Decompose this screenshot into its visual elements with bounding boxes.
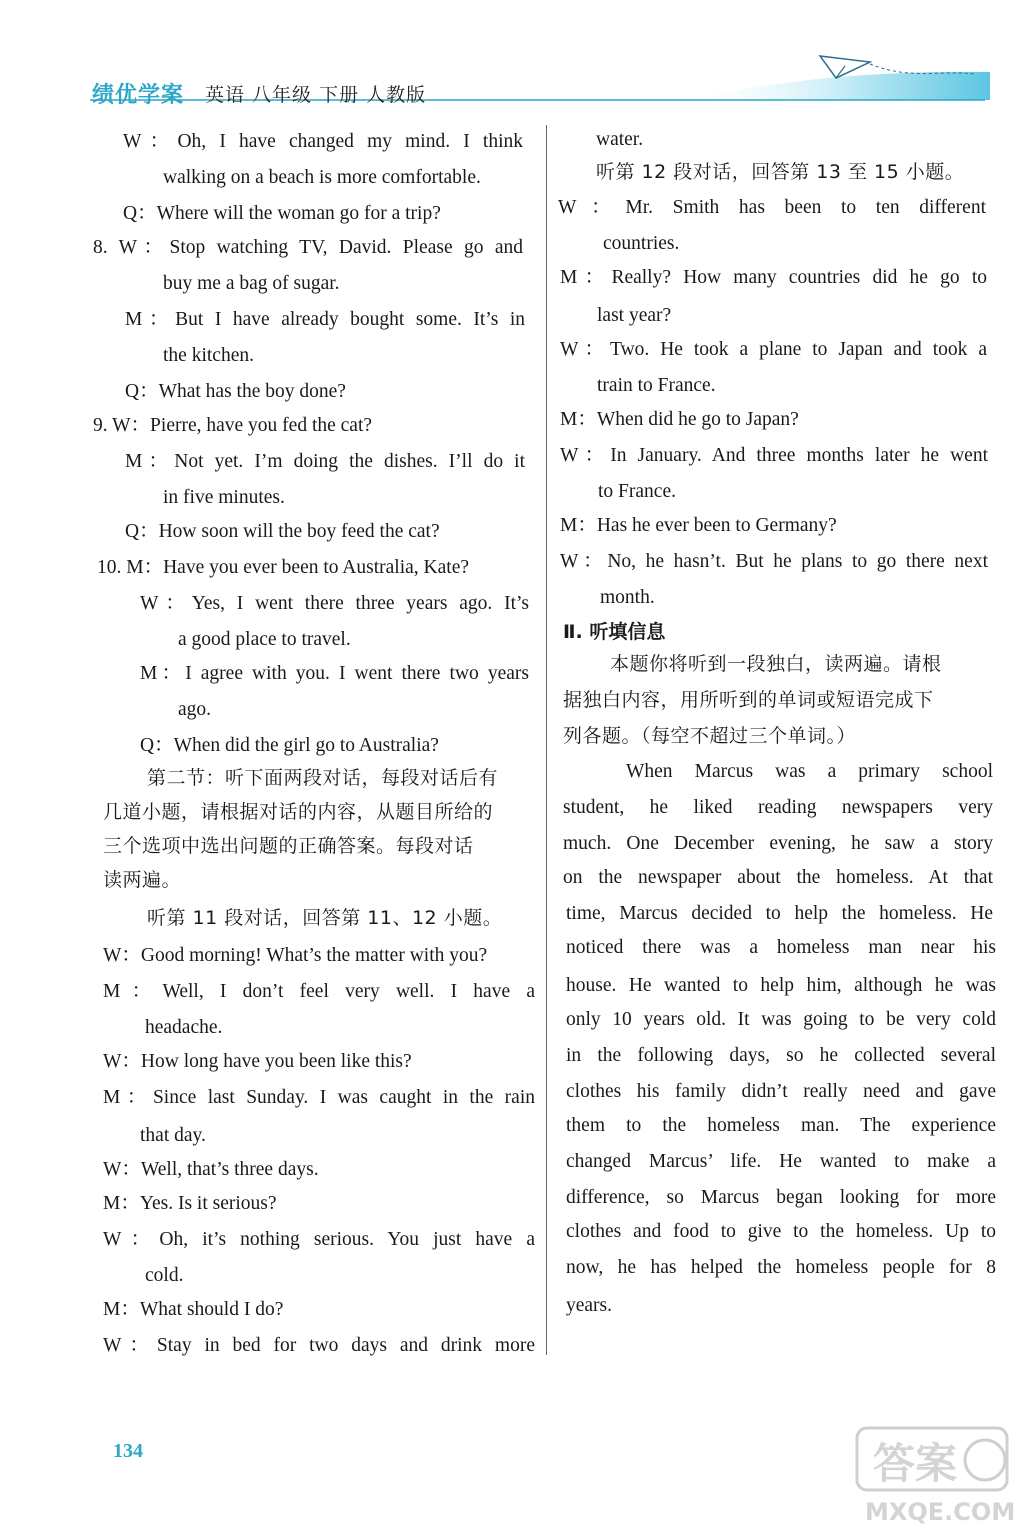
left-text-line: M：Since last Sunday. I was caught in the rain — [103, 1087, 535, 1108]
left-text-line: Q：Where will the woman go for a trip? — [123, 203, 441, 224]
right-text-line: now, he has helped the homeless people for 8 — [566, 1257, 996, 1278]
watermark-logo — [855, 1420, 1015, 1530]
right-text-line: clothes and food to give to the homeless. Up to — [566, 1221, 996, 1242]
right-text-line: noticed there was a homeless man near his — [566, 937, 996, 958]
right-text-line: only 10 years old. It was going to be very cold — [566, 1009, 996, 1030]
right-text-line: changed Marcus’ life. He wanted to make a — [566, 1151, 996, 1172]
right-text-line: 本题你将听到一段独白，读两遍。请根 — [610, 653, 942, 675]
left-text-line: 9. W：Pierre, have you fed the cat? — [93, 415, 373, 436]
left-text-line: W：Oh, it’s nothing serious. You just have a — [103, 1229, 535, 1250]
right-text-line: to France. — [598, 481, 676, 502]
brand-logo: 绩优学案 — [92, 83, 185, 108]
right-text-line: W：Mr. Smith has been to ten different — [558, 197, 986, 218]
right-text-line: M：Has he ever been to Germany? — [560, 515, 837, 536]
left-text-line: M：What should I do? — [103, 1299, 284, 1320]
svg-text:答案: 答案 — [873, 1439, 958, 1488]
left-text-line: M：I agree with you. I went there two years — [140, 663, 529, 684]
left-text-line: that day. — [140, 1125, 206, 1146]
right-text-line: clothes his family didn’t really need and gave — [566, 1081, 996, 1102]
left-text-line: 8. W：Stop watching TV, David. Please go and — [93, 237, 523, 258]
left-text-line: 10. M：Have you ever been to Australia, Kate? — [97, 557, 470, 578]
left-text-line: W：Oh, I have changed my mind. I think — [123, 131, 523, 152]
left-text-line: ago. — [178, 699, 212, 720]
page-number: 134 — [113, 1440, 143, 1462]
right-text-line: time, Marcus decided to help the homeless. He — [566, 903, 993, 924]
right-text-line: month. — [600, 587, 655, 608]
right-text-line: W：Two. He took a plane to Japan and took a — [560, 339, 987, 360]
right-text-line: water. — [596, 129, 644, 150]
right-text-line: Ⅱ. 听填信息 — [563, 621, 666, 643]
left-text-line: M：Yes. Is it serious? — [103, 1193, 277, 1214]
left-text-line: M：Well, I don’t feel very well. I have a — [103, 981, 535, 1002]
svg-text:MXQE.COM: MXQE.COM — [865, 1498, 1015, 1526]
right-text-line: years. — [566, 1295, 613, 1316]
left-text-line: the kitchen. — [163, 345, 254, 366]
left-text-line: W：Yes, I went there three years ago. It’s — [140, 593, 529, 614]
left-text-line: W：Good morning! What’s the matter with you? — [103, 945, 488, 966]
right-text-line: 听第 12 段对话，回答第 13 至 15 小题。 — [596, 161, 965, 183]
left-text-line: 听第 11 段对话，回答第 11、12 小题。 — [147, 907, 503, 929]
left-text-line: W：Well, that’s three days. — [103, 1159, 319, 1180]
left-text-line: Q：What has the boy done? — [125, 381, 346, 402]
left-text-line: 第二节：听下面两段对话，每段对话后有 — [147, 767, 499, 789]
right-text-line: house. He wanted to help him, although he was — [566, 975, 996, 996]
right-text-line: 据独白内容，用所听到的单词或短语完成下 — [563, 689, 934, 711]
left-text-line: a good place to travel. — [178, 629, 351, 650]
left-text-line: W：How long have you been like this? — [103, 1051, 412, 1072]
left-text-line: M：Not yet. I’m doing the dishes. I’ll do it — [125, 451, 525, 472]
right-text-line: M：Really? How many countries did he go to — [560, 267, 987, 288]
left-text-line: W：Stay in bed for two days and drink more — [103, 1335, 535, 1356]
right-text-line: difference, so Marcus began looking for more — [566, 1187, 996, 1208]
right-text-line: much. One December evening, he saw a story — [563, 833, 993, 854]
right-text-line: When Marcus was a primary school — [626, 761, 993, 782]
left-text-line: buy me a bag of sugar. — [163, 273, 340, 294]
right-text-line: in the following days, so he collected several — [566, 1045, 996, 1066]
page-header — [0, 0, 1027, 110]
right-text-line: 列各题。（每空不超过三个单词。） — [563, 725, 857, 747]
right-text-line: student, he liked reading newspapers very — [563, 797, 993, 818]
right-text-line: train to France. — [597, 375, 716, 396]
right-text-line: on the newspaper about the homeless. At that — [563, 867, 993, 888]
right-text-line: M：When did he go to Japan? — [560, 409, 799, 430]
left-text-line: Q：When did the girl go to Australia? — [140, 735, 439, 756]
left-text-line: 几道小题，请根据对话的内容，从题目所给的 — [103, 801, 494, 823]
book-subject: 英语 八年级 下册 人教版 — [205, 84, 427, 106]
left-text-line: M：But I have already bought some. It’s in — [125, 309, 525, 330]
right-text-line: W：In January. And three months later he went — [560, 445, 988, 466]
left-text-line: cold. — [145, 1265, 184, 1286]
right-text-line: countries. — [603, 233, 680, 254]
left-text-line: walking on a beach is more comfortable. — [163, 167, 481, 188]
left-text-line: Q：How soon will the boy feed the cat? — [125, 521, 440, 542]
column-divider — [546, 125, 547, 1355]
left-text-line: in five minutes. — [163, 487, 285, 508]
right-text-line: them to the homeless man. The experience — [566, 1115, 996, 1136]
left-text-line: 三个选项中选出问题的正确答案。每段对话 — [103, 835, 474, 857]
right-text-line: last year? — [597, 305, 672, 326]
left-text-line: headache. — [145, 1017, 223, 1038]
left-text-line: 读两遍。 — [103, 869, 182, 891]
right-text-line: W：No, he hasn’t. But he plans to go there next — [560, 551, 988, 572]
